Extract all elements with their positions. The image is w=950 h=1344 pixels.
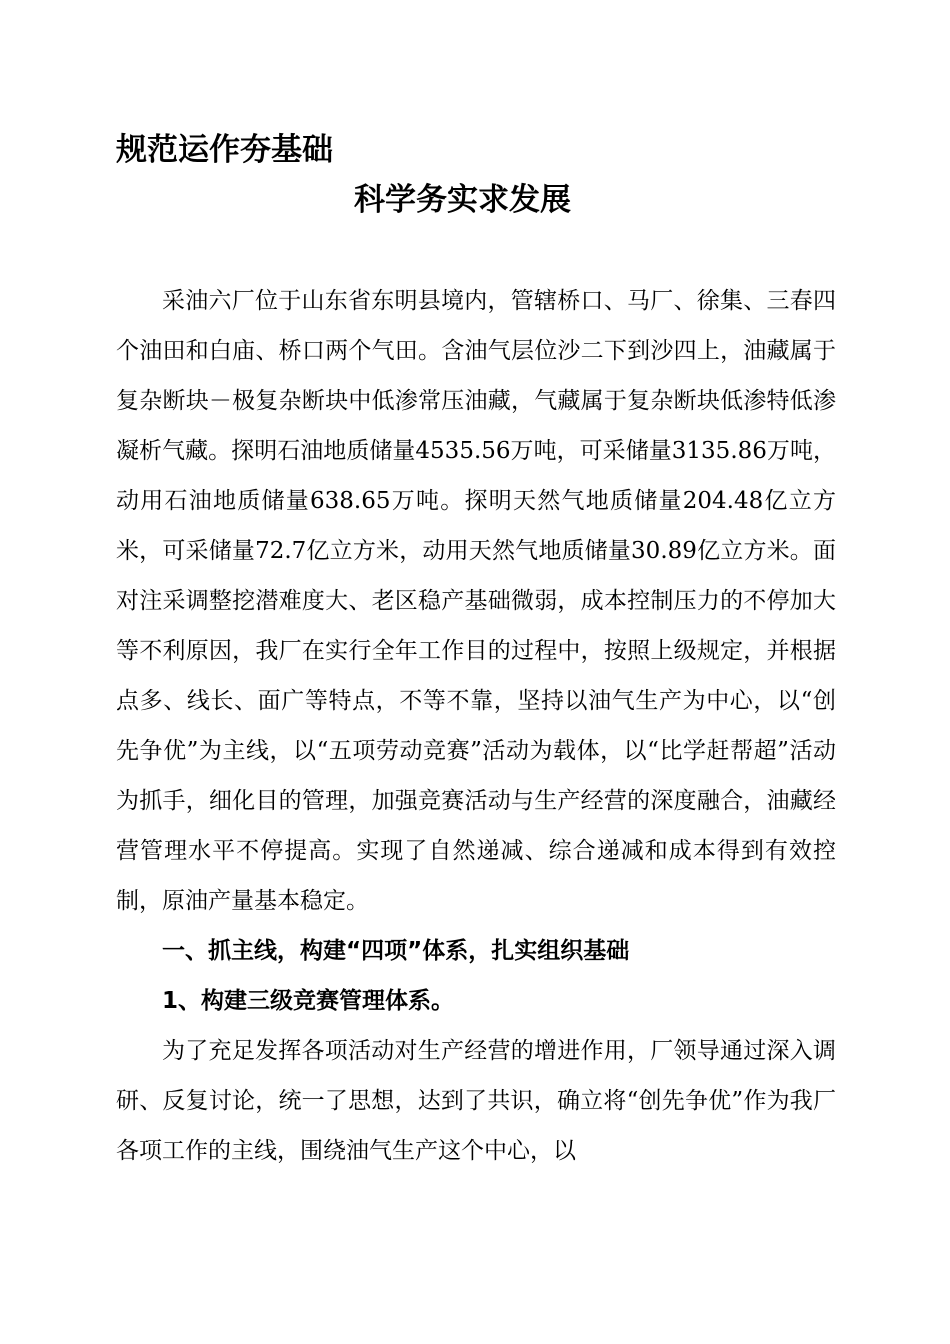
paragraph-subsection-1: 为了充足发挥各项活动对生产经营的增进作用，厂领导通过深入调研、反复讨论，统一了思想，达到了共识，确立将“创先争优”作为我厂各项工作的主线，围绕油气生产这个中心，以 — [116, 1038, 836, 1164]
section-heading-1: 一、抓主线，构建“四项”体系，扎实组织基础 — [162, 938, 630, 964]
document-title-line1: 规范运作夯基础 — [116, 132, 333, 168]
document-body — [116, 276, 836, 1176]
subsection-heading-1: 1、构建三级竞赛管理体系。 — [162, 988, 455, 1014]
paragraph-intro: 采油六厂位于山东省东明县境内，管辖桥口、马厂、徐集、三春四个油田和白庙、桥口两个气田。含油气层位沙二下到沙四上，油藏属于复杂断块－极复杂断块中低渗常压油藏，气藏属于复杂断块低渗特低渗凝析气藏。探明石油地质储量4535.56万吨，可采储量3135.86万吨，动用石油地质储量638.65万吨。探明天然气地质储量204.48亿立方米，可采储量72.7亿立方米，动用天然气地质储量30.89亿立方米。面对注采调整挖潜难度大、老区稳产基础微弱，成本控制压力的不停加大等不利原因，我厂在实行全年工作目的过程中，按照上级规定，并根据点多、线长、面广等特点，不等不靠，坚持以油气生产为中心，以“创先争优”为主线，以“五项劳动竞赛”活动为载体，以“比学赶帮超”活动为抓手，细化目的管理，加强竞赛活动与生产经营的深度融合，油藏经营管理水平不停提高。实现了自然递减、综合递减和成本得到有效控制，原油产量基本稳定。 — [116, 288, 836, 914]
document-title-line2: 科学务实求发展 — [354, 182, 571, 218]
